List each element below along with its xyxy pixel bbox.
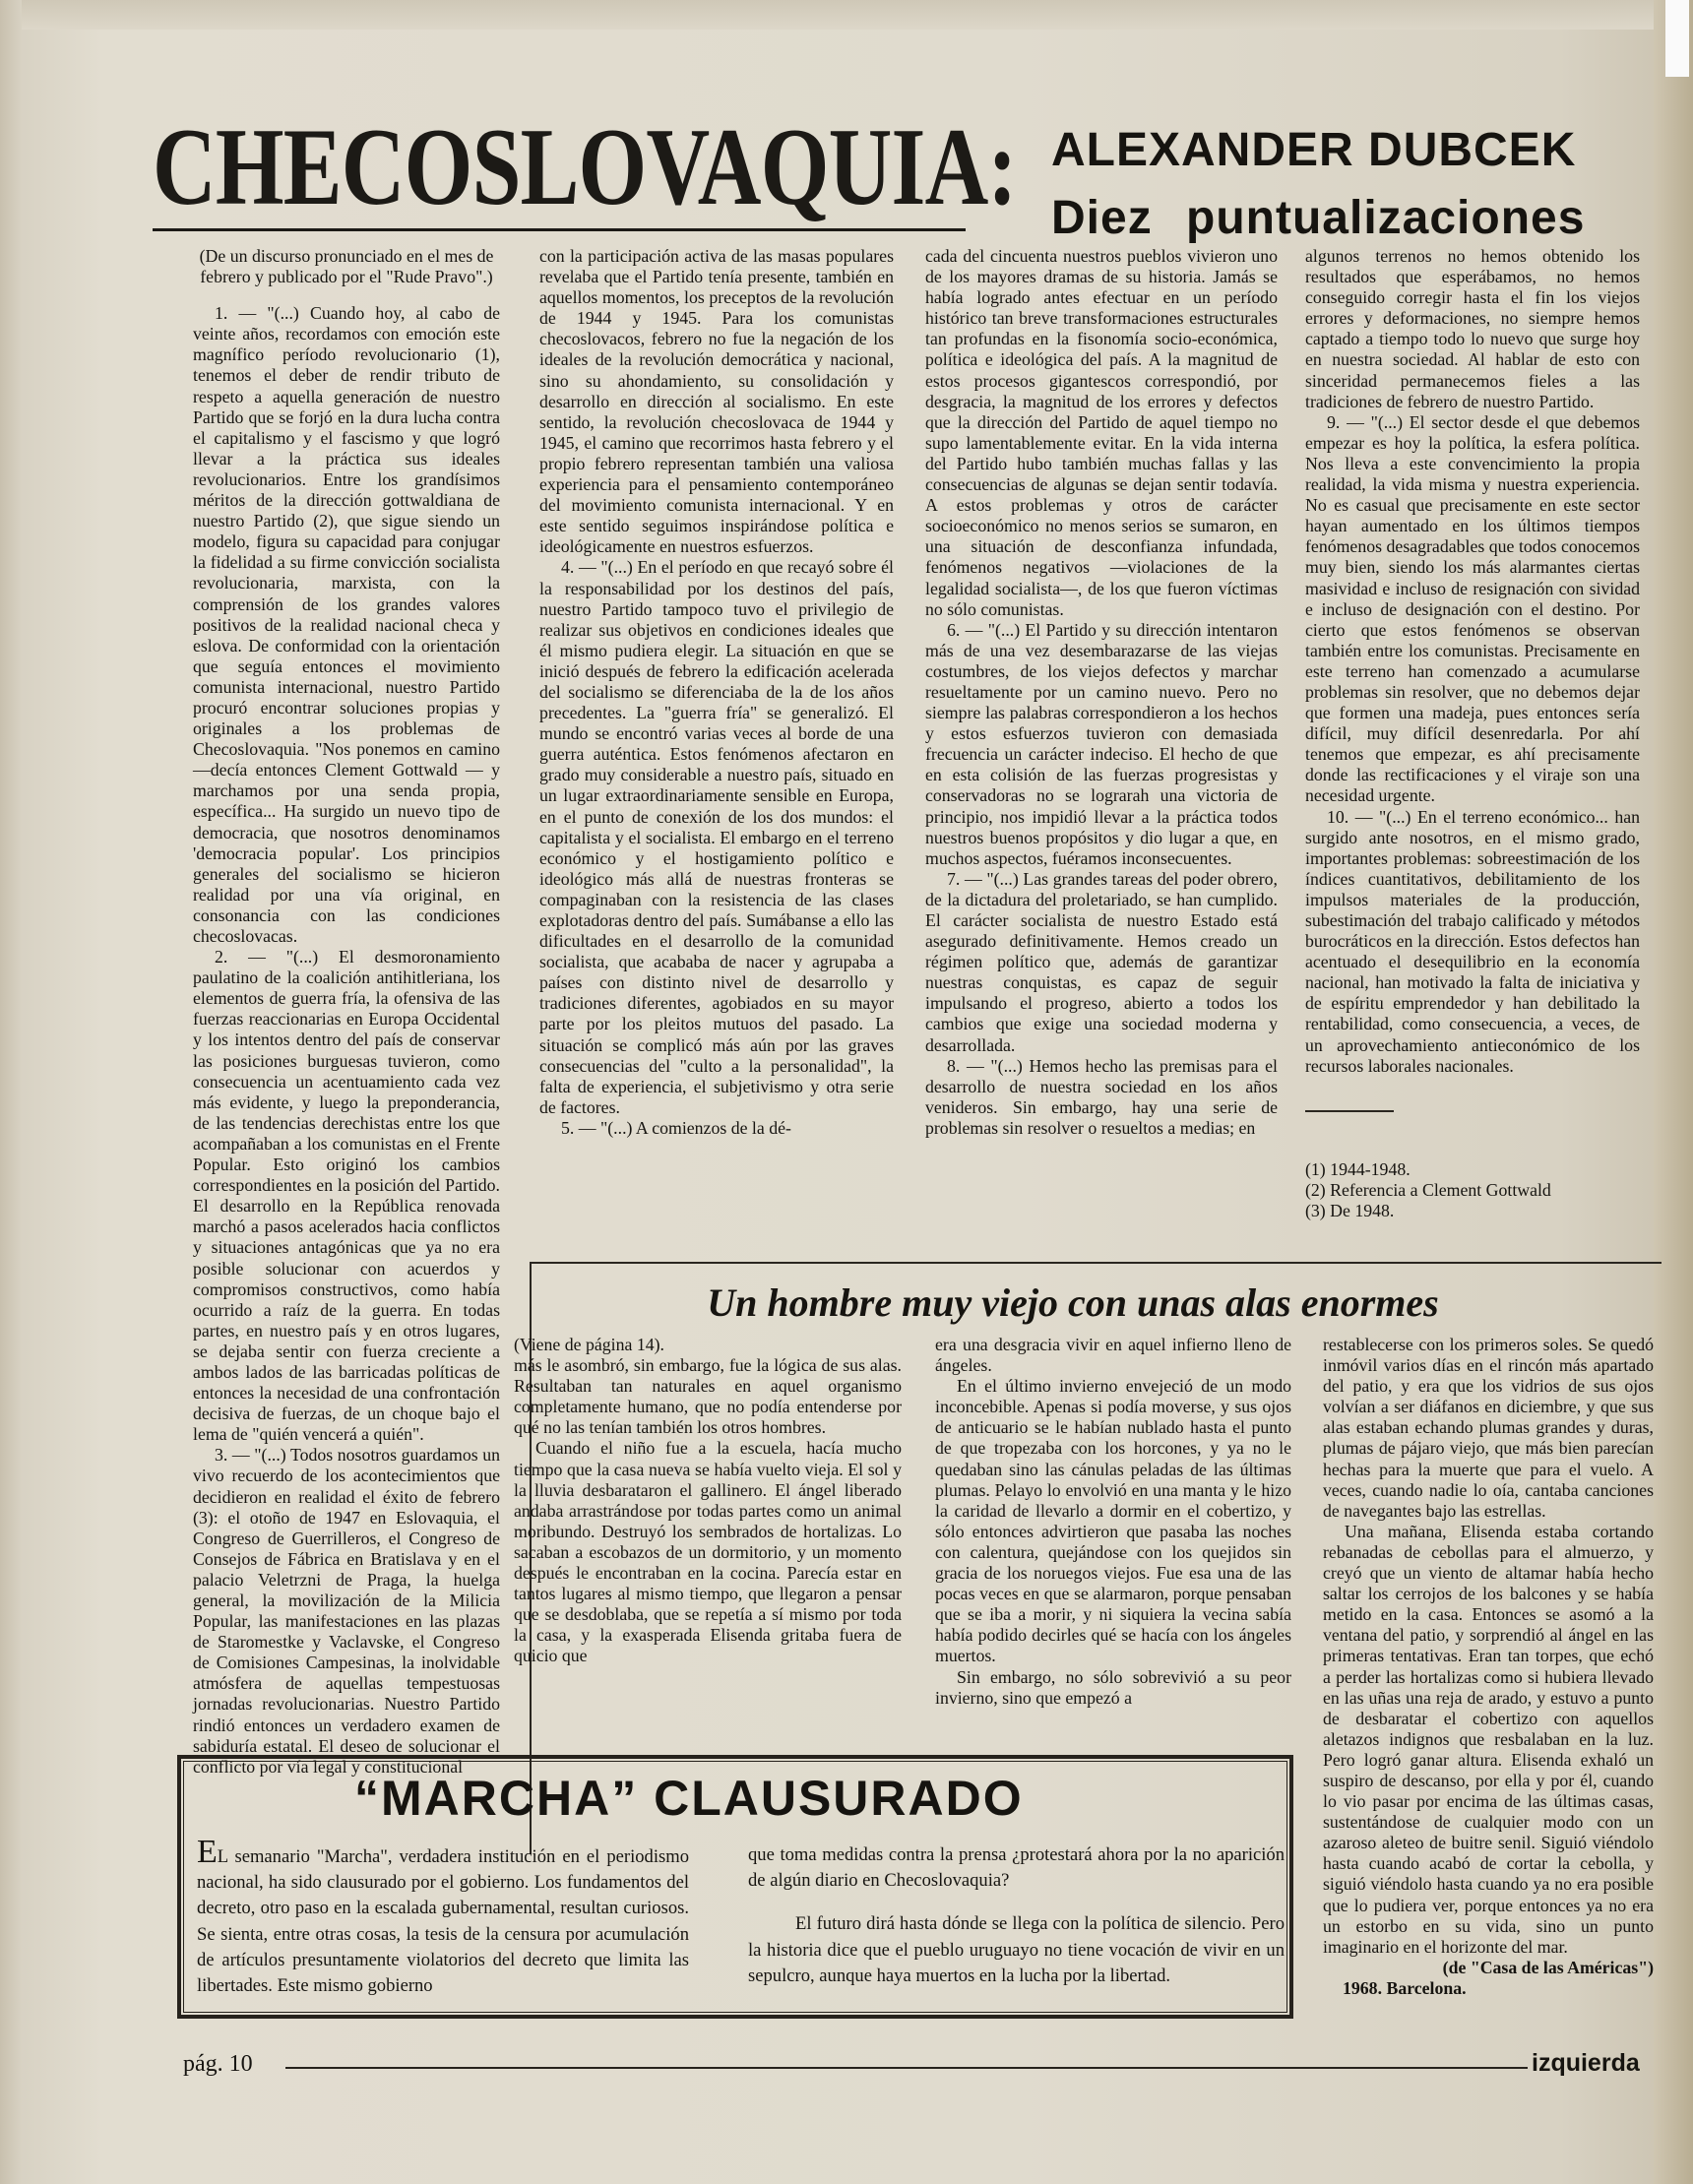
marcha-paragraph: que toma medidas contra la prensa ¿protestará ahora por la no aparición de algún diario en Checoslovaquia? [748, 1844, 1285, 1892]
marcha-paragraph: El futuro dirá hasta dónde se llega con la política de silencio. Pero la historia dice que el pueblo uruguayo no tiene vocación de vivir en un sepulcro, aunque haya muertos en la lucha por la libertad. [748, 1913, 1285, 1986]
article-paragraph: 5. — "(...) A comienzos de la dé- [561, 1117, 791, 1138]
article-paragraph: algunos terrenos no hemos obtenido los resultados que esperábamos, no hemos conseguido corregir hasta el fin los viejos errores y deformaciones, no siempre hemos captado a tiempo todo lo nuevo que surge hoy en nuestra sociedad. Al hablar de esto con sinceridad permanecemos fieles a las tradiciones de febrero de nuestro Partido. [1305, 246, 1640, 411]
footnote-rule [1305, 1110, 1394, 1112]
article-paragraph: 2. — "(...) El desmoronamiento paulatino de la coalición antihitleriana, los elementos de guerra fría, la ofensiva de las fuerzas reaccionarias en Europa Occidental y los intentos dentro del país de conservar las posiciones burguesas tuvieron, como consecuencia un acentuamiento cada vez más evidente, y luego la preponderancia, de las tendencias derechistas entre los que acompañaban a los comunistas en el Frente Popular. Esto originó los cambios correspondientes en la posición del Partido. El desarrollo en la República renovada marchó a pasos acelerados hacia conflictos y situaciones antagónicas que ya no era posible solucionar con acuerdos y compromisos constructivos, como había ocurrido a raíz de la guerra. En todas partes, en nuestro país y en otros lugares, se dejaba sentir con fuerza creciente a ambos lados de las barricadas políticas de entonces la necesidad de una confrontación decisiva de fuerzas, de un choque bajo el lema de "quién vencerá a quién". [193, 947, 500, 1445]
story-column-1 [514, 1335, 902, 1728]
article-column-1 [193, 246, 500, 1777]
article-paragraph: 4. — "(...) En el período en que recayó sobre él la responsabilidad por los destinos del país, nuestro Partido tampoco tuvo el privilegio de realizar sus objetivos en condiciones ideales que él mismo pudiera elegir. La situación en que se inició después de febrero la edificación acelerada del socialismo se diferenciaba de la de los años precedentes. La "guerra fría" se generalizó. El mundo se encontró varias veces al borde de una guerra auténtica. Estos fenómenos afectaron en grado muy considerable a nuestro país, situado en un lugar extraordinariamente sensible en Europa, en el punto de conexión de los dos mundos: el capitalista y el socialista. El embargo en el terreno económico y el hostigamiento político e ideológico más allá de nuestras fronteras se compaginaban con la resistencia de las clases explotadoras dentro del país. Sumábanse a ello las dificultades en el desarrollo de la comunidad socialista, que acababa de nacer y agrupaba a países con distinto nivel de desarrollo y tradiciones diferentes, agobiados en su mayor parte por los pleitos mutuos del pasado. La situación se complicó más aún por las graves consecuencias del "culto a la personalidad", la falta de experiencia, el subjetivismo y otra serie de factores. [539, 557, 894, 1117]
story-paragraph: Cuando el niño fue a la escuela, hacía mucho tiempo que la casa nueva se había vuelto vieja. El sol y la lluvia desbarataron el gallinero. El ángel liberado andaba arrastrándose por todas partes como un animal moribundo. Destruyó los sembrados de hortalizas. Lo sacaban a escobazos de un dormitorio, y un momento después le encontraban en la cocina. Parecía estar en tantos lugares al mismo tiempo, que llegaron a pensar que se desdoblaba, que se repetía a sí mismo por toda la casa, y la exasperada Elisenda gritaba fuera de quicio que [514, 1438, 902, 1666]
article-paragraph: con la participación activa de las masas populares revelaba que el Partido tenía presente, también en aquellos momentos, los preceptos de la revolución de 1944 y 1945. Para los comunistas checoslovacos, febrero no fue la negación de los ideales de la revolución democrática y nacional, sino su ahondamiento, su consolidación y desarrollo en dirección al socialismo. En este sentido, la revolución checoslovaca de 1944 y 1945, el camino que recorrimos hasta febrero y el propio febrero representan también una valiosa experiencia para el pensamiento contemporáneo del movimiento comunista internacional. Y en este sentido seguimos inspirándose política e ideológicamente en nuestros esfuerzos. [539, 246, 894, 557]
article-intro: (De un discurso pronunciado en el mes de febrero y publicado por el "Rude Pravo".) [199, 246, 494, 287]
paper-corner-gap [1665, 0, 1689, 77]
article-paragraph: 8. — "(...) Hemos hecho las premisas para el desarrollo de nuestra sociedad en los años venideros. Sin embargo, hay una serie de problemas sin resolver o resueltos a medias; en [925, 1055, 1278, 1138]
page-number: pág. 10 [183, 2051, 253, 2077]
main-headline: CHECOSLOVAQUIA: [153, 106, 1017, 228]
article-paragraph: 1. — "(...) Cuando hoy, al cabo de veinte años, recordamos con emoción este magnífico período revolucionario (1), tenemos el deber de rendir tributo de respeto a aquella generación de nuestro Partido que se forjó en la dura lucha contra el capitalismo y el fascismo y que logró llevar a la práctica sus ideales revolucionarios. Entre los grandísimos méritos de la dirección gottwaldiana de nuestro Partido (2), que sigue siendo un modelo, figura su capacidad para conjugar la fidelidad a su firme convicción socialista revolucionaria, marxista, con la comprensión de los grandes valores positivos de la realidad nacional checa y eslova. De conformidad con la orientación que seguía entonces el movimiento comunista internacional, nuestro Partido procuró encontrar soluciones propias y originales a los problemas de Checoslovaquia. "Nos ponemos en camino —decía entonces Clement Gottwald — y marchamos por una senda propia, específica... Ha surgido un nuevo tipo de democracia, que nosotros denominamos 'democracia popular'. Los principios generales del socialismo se hicieron realidad por una vía original, en consonancia con las condiciones checoslovacas. [193, 303, 500, 946]
footnote: (1) 1944-1948. [1305, 1158, 1411, 1179]
story-paragraph: Sin embargo, no sólo sobrevivió a su peor invierno, sino que empezó a [935, 1666, 1291, 1708]
story-paragraph: más le asombró, sin embargo, fue la lógica de sus alas. Resultaban tan naturales en aquel organismo completamente humano, que no podía entenderse por qué no las tenían también los otros hombres. [514, 1355, 902, 1438]
story-column-2 [935, 1335, 1291, 1728]
article-paragraph: 6. — "(...) El Partido y su dirección intentaron más de una vez desembarazarse de las viejas costumbres, de los viejos defectos y marchar resueltamente por un camino nuevo. Pero no siempre las palabras correspondieron a los hechos y estos esfuerzos tuvieron con demasiada frecuencia un carácter indeciso. El hecho de que en esta colisión de las fuerzas progresistas y conservadoras no se lograrah una victoria de principio, nos impidió llevar a la práctica todos nuestros buenos propósitos y dio lugar a que, en muchos aspectos, fuéramos inconsecuentes. [925, 619, 1278, 868]
marcha-column-1 [197, 1834, 689, 2008]
marcha-paragraph [197, 1834, 689, 1999]
footnote: (3) De 1948. [1305, 1200, 1395, 1220]
story-paragraph: era una desgracia vivir en aquel infierno lleno de ángeles. [935, 1335, 1291, 1376]
headline-rule [153, 228, 966, 231]
paper-left-edge [0, 0, 22, 2184]
marcha-title: “MARCHA” CLAUSURADO [354, 1771, 1024, 1826]
article-column-2 [539, 246, 894, 1230]
story-paragraph: restablecerse con los primeros soles. Se quedó inmóvil varios días en el rincón más apartado del patio, y era que los vidrios de sus ojos volvían a ser diáfanos en diciembre, y que sus alas estaban echando plumas grandes y duras, plumas de pájaro viejo, que más bien parecían hechas para la muerte que para el vuelo. A veces, cuando nadie lo oía, cantaba canciones de navegantes bajo las estrellas. [1323, 1335, 1654, 1521]
story-paragraph: En el último invierno envejeció de un modo inconcebible. Apenas si podía moverse, y sus ojos de anticuario se le habían nublado hasta el punto de que tropezaba con los horcones, y ya no le quedaban sino las cánulas peladas de las últimas plumas. Pelayo lo envolvió en una manta y le hizo la caridad de llevarlo a dormir en el cobertizo, y sólo entonces advirtieron que pasaba las noches con calentura, quejándose con los quejidos sin gracia de los noruegos viejos. Fue esa una de las pocas veces en que se alarmaron, porque pensaban que se iba a morir, y ni siquiera la vecina sabía había podido decirles qué se hacía con los ángeles muertos. [935, 1376, 1291, 1666]
article-column-4 [1305, 246, 1640, 1230]
article-paragraph: 10. — "(...) En el terreno económico... han surgido ante nosotros, en el mismo grado, importantes problemas: sobreestimación de los índices cuantitativos, debilitamiento de los impulsos materiales de la producción, subestimación del trabajo calificado y métodos burocráticos en la dirección. Estos defectos han acentuado el desequilibrio en la economía nacional, han motivado la falta de iniciativa y de espíritu emprendedor y han debilitado la rentabilidad, como consecuencia, a veces, de un aprovechamiento antieconómico de los recursos laborales nacionales. [1305, 806, 1640, 1076]
story-paragraph: Una mañana, Elisenda estaba cortando rebanadas de cebollas para el almuerzo, y creyó que un viento de altamar había hecho saltar los cerrojos de los balcones y se había metido en la casa. Entonces se asomó a la ventana del patio, y sorprendió al ángel en las primeras tentativas. Eran tan torpes, que echó a perder las hortalizas como si hubiera llevado en las uñas una reja de arado, y estuvo a punto de desbaratar el cobertizo con aquellos aletazos indignos que resbalaban en la luz. Pero logró ganar altura. Elisenda exhaló un suspiro de descanso, por ella y por él, cuando lo vio pasar por encima de las últimas casas, sustentándose de cualquier modo con un azaroso aleteo de buitre senil. Siguió viéndolo hasta cuando acabó de cortar la cebolla, y siguió viéndolo hasta cuando ya no era posible que lo pudiera ver, porque entonces ya no era un estorbo en su vida, sino un punto imaginario en el horizonte del mar. [1323, 1521, 1654, 1957]
story-source-place: 1968. Barcelona. [1343, 1977, 1467, 1998]
paper-right-edge [1654, 0, 1693, 2184]
drop-cap: E [197, 1834, 218, 1870]
subtitle-name: ALEXANDER DUBCEK [1051, 124, 1577, 176]
publication-name: izquierda [1532, 2049, 1640, 2077]
footer-rule [285, 2067, 1528, 2069]
article-paragraph: 9. — "(...) El sector desde el que debemos empezar es hoy la política, la esfera política. Nos lleva a este convencimiento la propia realidad, la vida misma y nuestra experiencia. No es casual que precisamente en este sector hayan aumentado en los últimos tiempos fenómenos desagradables que todos conocemos muy bien, siendo los más alarmantes ciertas masividad e incluso de resignación con sividad e incluso de designación con el destino. Por cierto que estos fenómenos se observan también entre los comunistas. Precisamente en este terreno han comenzado a acumularse problemas sin resolver, que no debemos dejar que formen una madeja, pues entonces sería difícil, muy difícil desenredarla. Por ahí tenemos que empezar, es ahí precisamente donde las rectificaciones y el viraje son una necesidad urgente. [1305, 411, 1640, 806]
subtitle: Diez puntualizaciones [1051, 192, 1586, 244]
story-source: (de "Casa de las Américas") [1442, 1957, 1654, 1977]
marcha-text: L semanario "Marcha", verdadera institución en el periodismo nacional, ha sido clausurado por el gobierno. Los fundamentos del decreto, otro paso en la escalada gubernamental, resultan curiosos. Se sienta, entre otras cosas, la tesis de la censura por acumulación de artículos presuntamente violatorios del decreto que limita las libertades. Este mismo gobierno [197, 1846, 689, 1997]
article-paragraph: 7. — "(...) Las grandes tareas del poder obrero, de la dictadura del proletariado, se han cumplido. El carácter socialista de nuestro Estado está asegurado definitivamente. Hemos creado un régimen político que, además de garantizar nuestras conquistas, es capaz de seguir impulsando el progreso, abierto a todos los cambios que exige una sociedad moderna y desarrollada. [925, 868, 1278, 1055]
article-paragraph: cada del cincuenta nuestros pueblos vivieron uno de los mayores dramas de su historia. Jamás se había logrado antes efectuar en un período histórico tan breve transformaciones estructurales tan profundas en la fisonomía socio-económica, política e ideológica del país. A la magnitud de estos procesos gigantescos correspondió, por desgracia, la magnitud de los errores y defectos que la dirección del Partido de aquel tiempo no supo lamentablemente evitar. En la vida interna del Partido hubo también muchas fallas y las consecuencias de algunas se dejan sentir todavía. A estos problemas y otros de carácter socioeconómico no menos serios se sumaron, en una situación de desconfianza infundada, fenómenos negativos —violaciones de la legalidad socialista—, de los que fueron víctimas no sólo comunistas. [925, 246, 1278, 619]
story-column-3 [1323, 1335, 1654, 2024]
marcha-column-2 [748, 1842, 1285, 2008]
story-title: Un hombre muy viejo con unas alas enormes [707, 1280, 1439, 1325]
article-column-3 [925, 246, 1278, 1230]
paper-top-edge [0, 0, 1693, 30]
footnote: (2) Referencia a Clement Gottwald [1305, 1179, 1551, 1200]
article-paragraph: 3. — "(...) Todos nosotros guardamos un vivo recuerdo de los acontecimientos que decidieron en realidad el éxito de febrero (3): el otoño de 1947 en Eslovaquia, el Congreso de Guerrilleros, el Congreso de Consejos de Fábrica en Bratislava y en el palacio Veletrzni de Praga, la huelga general, la movilización de la Milicia Popular, las manifestaciones en las plazas de Staromestke y Vaclavske, el Congreso de Comisiones Campesinas, la inolvidable atmósfera de aquellas tempestuosas jornadas revolucionarias. Nuestro Partido rindió entonces un verdadero examen de sabiduría estatal. El deseo de solucionar el conflicto por vía legal y constitucional [193, 1445, 500, 1777]
story-paragraph: (Viene de página 14). [514, 1335, 664, 1354]
